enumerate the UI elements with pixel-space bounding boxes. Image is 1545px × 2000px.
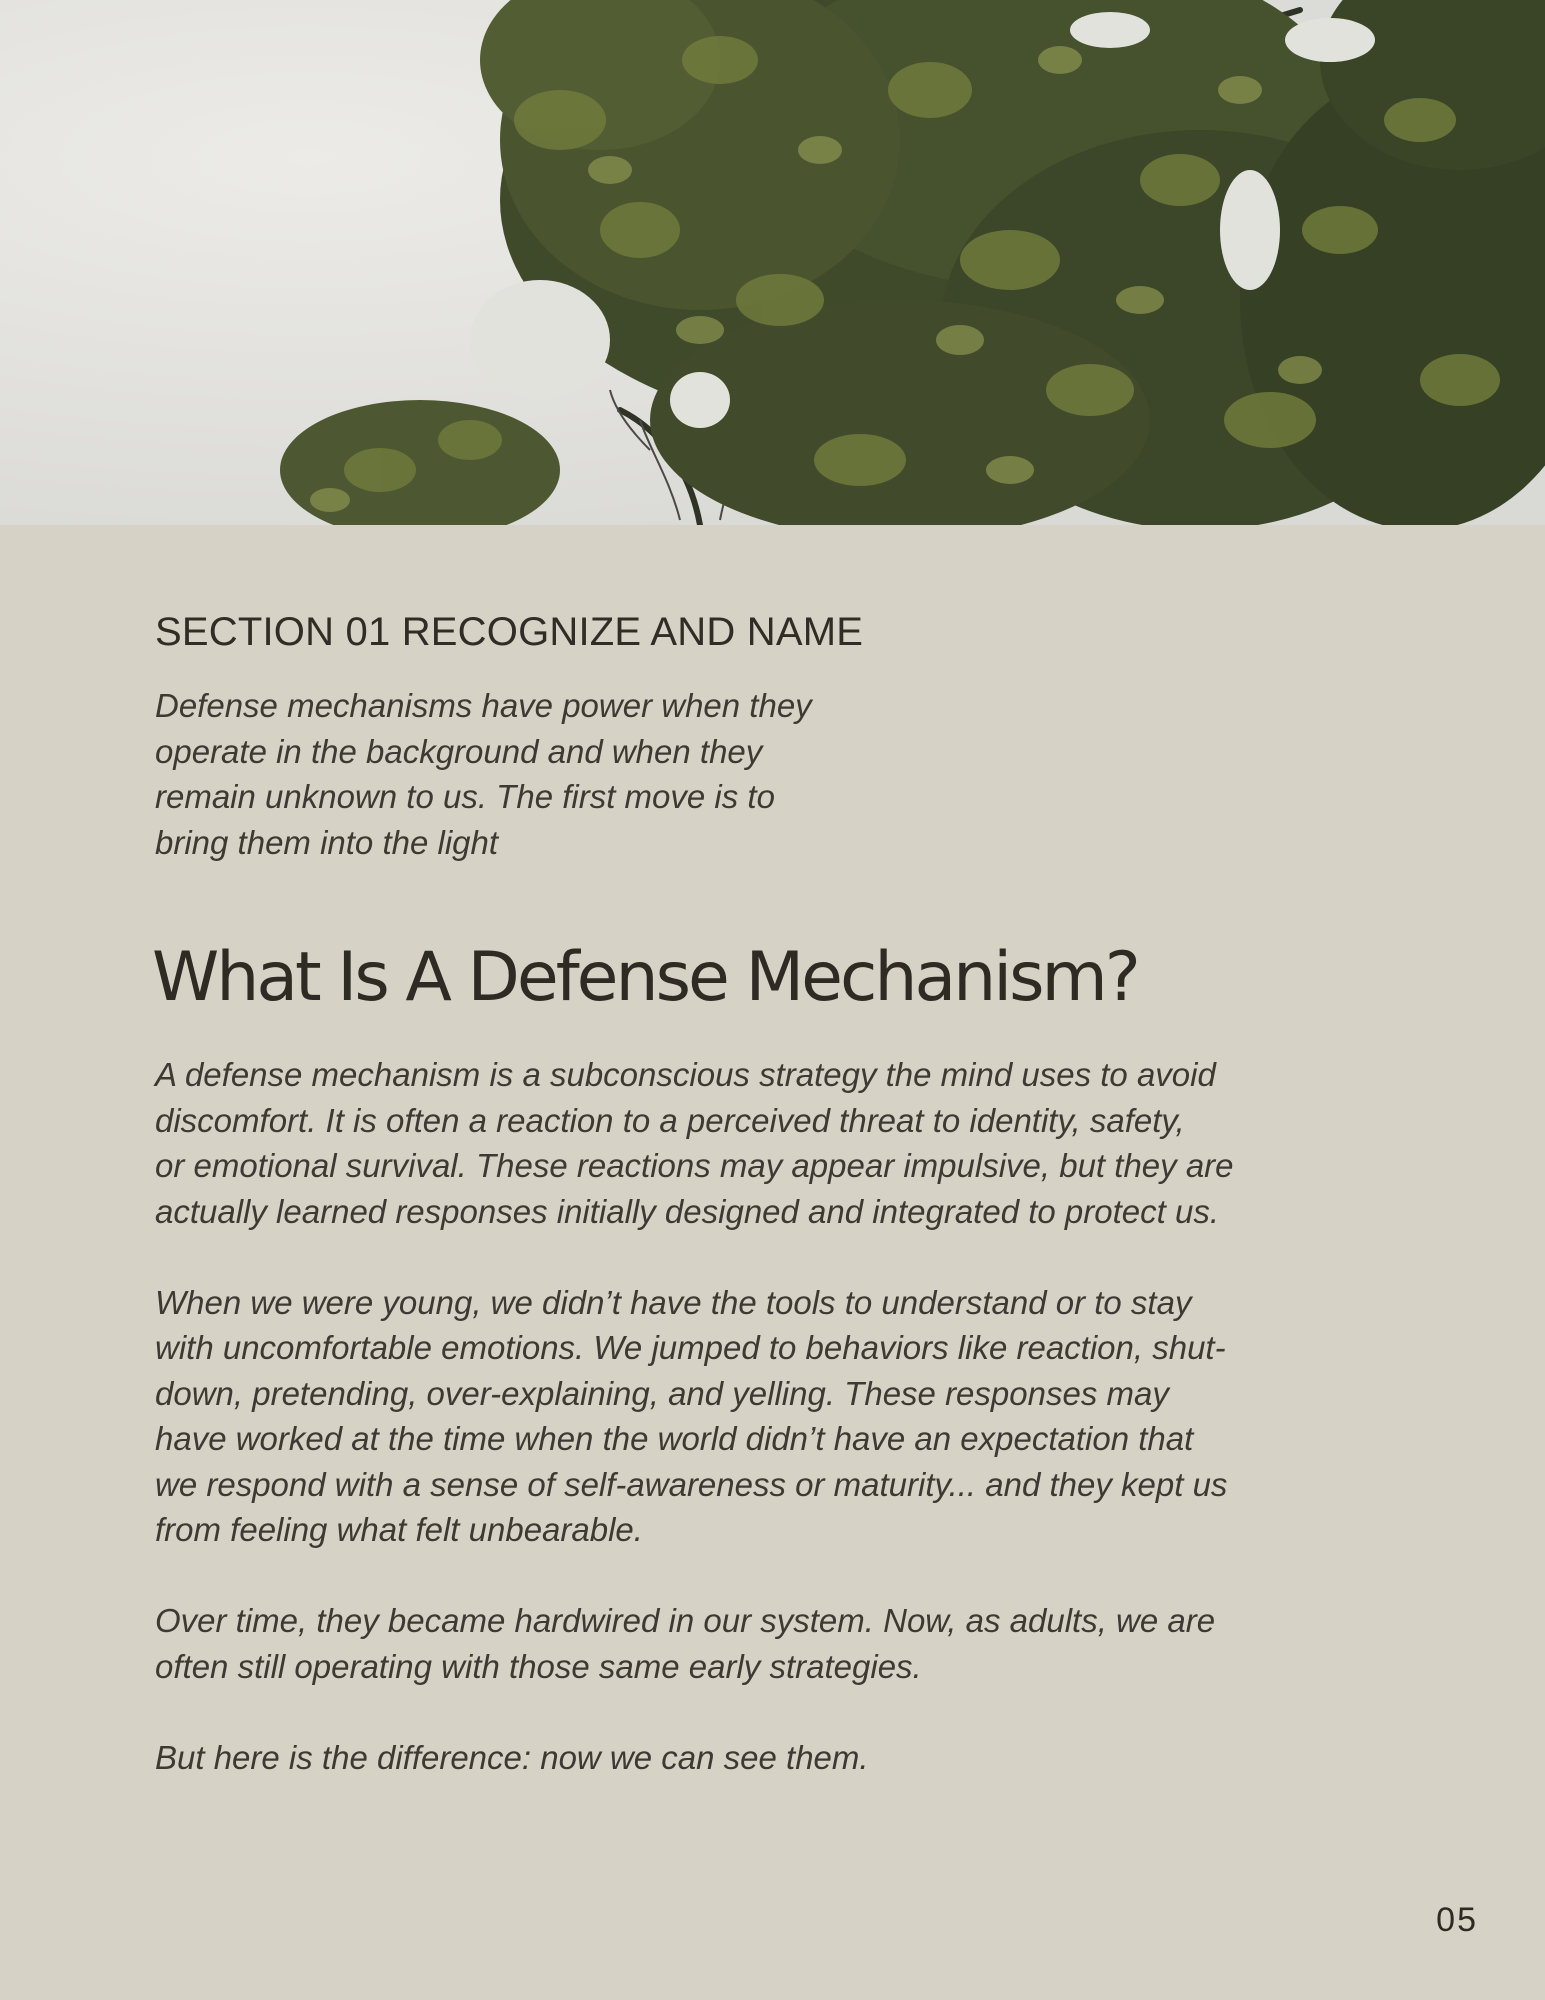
tree-canopy-image bbox=[0, 0, 1545, 525]
article-body bbox=[155, 1052, 1415, 1826]
body-paragraph: A defense mechanism is a subconscious strategy the mind uses to avoid discomfort. It is often a reaction to a perceived threat to identity, safety, or emotional survival. These reactions may appear impulsive, but they are actually learned responses initially designed and integrated to protect us. bbox=[155, 1056, 1234, 1230]
section-intro: Defense mechanisms have power when they operate in the background and when they remain unknown to us. The first move is to bring them into the light bbox=[155, 687, 812, 861]
section-label: SECTION 01 RECOGNIZE AND NAME bbox=[155, 610, 864, 654]
page-number: 05 bbox=[1436, 1901, 1478, 1939]
body-paragraph: But here is the difference: now we can see them. bbox=[155, 1738, 869, 1776]
page-content bbox=[0, 525, 1545, 2000]
body-paragraph: When we were young, we didn’t have the tools to understand or to stay with uncomfortable emotions. We jumped to behaviors like reaction, shut- down, pretending, over-explaining, and yelling. These responses may have worked at the time when the world didn’t have an expectation that we respond with a sense of self-awareness or maturity... and they kept us from feeling what felt unbearable. bbox=[155, 1283, 1228, 1548]
hero-photo bbox=[0, 0, 1545, 525]
body-paragraph: Over time, they became hardwired in our system. Now, as adults, we are often still operating with those same early strategies. bbox=[155, 1602, 1216, 1685]
page-title: What Is A Defense Mechanism? bbox=[152, 938, 1138, 1017]
